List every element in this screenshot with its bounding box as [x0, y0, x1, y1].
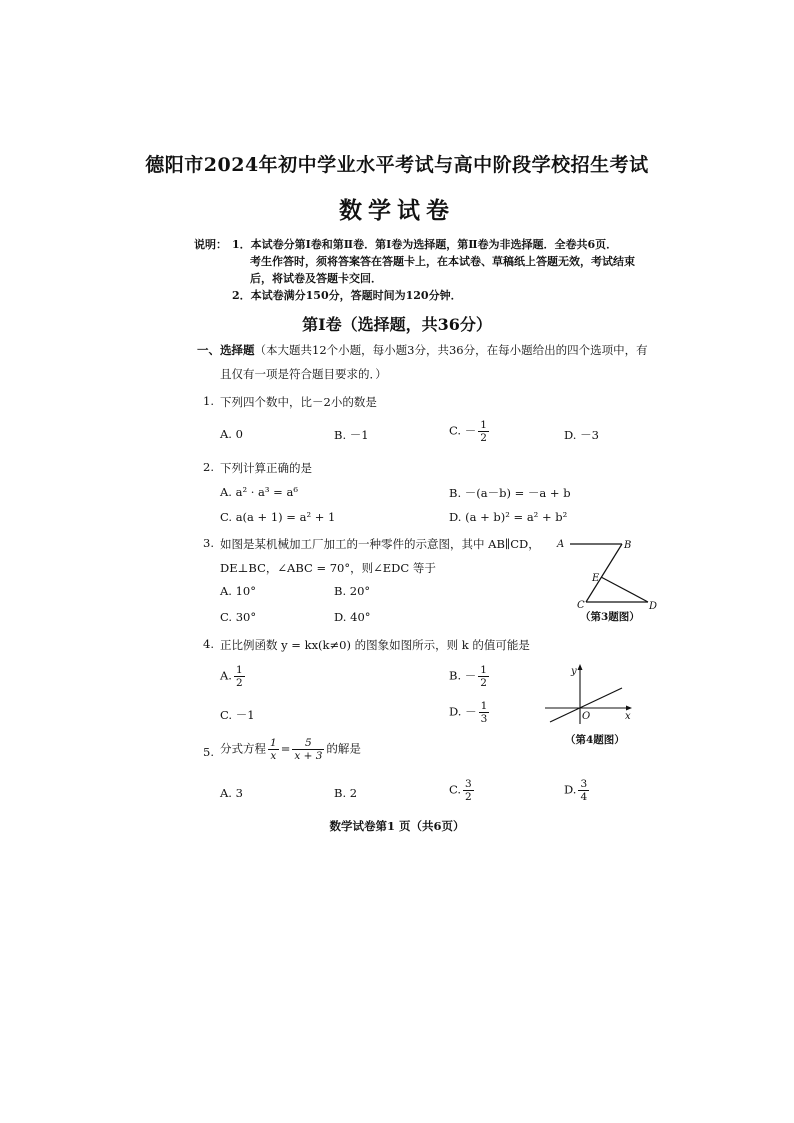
q4-option-d-fraction: [479, 700, 490, 725]
q5-option-d-fraction: [578, 778, 589, 803]
x-axis-arrow-icon: [626, 706, 632, 711]
q1-option-b: B. －1: [334, 428, 369, 442]
q1-option-c-fraction: [478, 419, 489, 444]
q5-option-d: [564, 778, 591, 803]
q4-option-d-numerator: 1: [480, 700, 488, 712]
q4-option-a-label: A.: [220, 668, 232, 683]
q5-stem-prefix: 分式方程: [220, 741, 266, 756]
q3-option-b: B. 20°: [334, 584, 371, 598]
notes-label: 说明：: [194, 238, 227, 251]
q5-option-c-denominator: 2: [465, 791, 472, 803]
q3-option-a: A. 10°: [220, 584, 256, 598]
q1-option-c: [449, 419, 491, 444]
q2-option-b: B. －(a－b) = －a + b: [449, 486, 571, 500]
q5-left-denominator: x: [270, 750, 277, 762]
point-a-label: A: [557, 539, 565, 550]
q5-equals-sign: =: [280, 741, 291, 756]
q1-option-c-label: C. －: [449, 423, 477, 438]
q2-option-c: C. a(a + 1) = a² + 1: [220, 510, 336, 524]
q3-option-d: D. 40°: [334, 610, 371, 624]
y-axis-label: y: [571, 666, 577, 677]
q3-number: 3.: [203, 536, 214, 550]
segment-de: [601, 577, 648, 602]
point-d-label: D: [649, 601, 658, 612]
exam-subtitle: 数学试卷: [339, 197, 455, 224]
origin-label: O: [582, 711, 591, 722]
q1-option-d: D. －3: [564, 428, 599, 442]
notes-line-2: 考生作答时，须将答案答在答题卡上，在本试卷、草稿纸上答题无效，考试结束: [250, 255, 635, 268]
q4-option-a-numerator: 1: [235, 664, 243, 676]
q3-stem-line-1: 如图是某机械加工厂加工的一种零件的示意图，其中 AB∥CD，: [220, 537, 540, 551]
notes-line-4: 2．本试卷满分150分，答题时间为120分钟．: [232, 289, 462, 302]
q5-right-denominator: x + 3: [294, 750, 323, 762]
q1-option-a: A. 0: [220, 427, 243, 441]
section-instructions-line-1: [197, 342, 648, 358]
q5-option-c-label: C.: [449, 782, 462, 797]
q1-number: 1.: [203, 394, 214, 408]
q2-option-d: D. (a + b)² = a² + b²: [449, 510, 568, 524]
q4-option-a-denominator: 2: [235, 677, 243, 689]
q5-option-c-numerator: 3: [465, 778, 472, 790]
q4-number: 4.: [203, 637, 214, 651]
q1-stem: 下列四个数中，比－2小的数是: [220, 395, 377, 409]
q5-option-d-denominator: 4: [580, 791, 588, 803]
q5-option-c-fraction: [463, 778, 474, 803]
q5-option-d-numerator: 3: [580, 778, 588, 790]
q5-option-c: [449, 778, 476, 803]
q5-option-d-label: D.: [564, 782, 577, 797]
exam-title: 德阳市2024年初中学业水平考试与高中阶段学校招生考试: [145, 154, 649, 176]
q4-option-b: [449, 664, 491, 689]
q4-option-b-fraction: [478, 664, 489, 689]
q4-option-d-denominator: 3: [480, 713, 488, 725]
q2-option-a: A. a² · a³ = a⁶: [220, 485, 298, 499]
point-b-label: B: [624, 540, 632, 551]
q3-figure-caption: （第3题图）: [580, 611, 640, 623]
q5-right-numerator: 5: [292, 737, 324, 750]
q4-option-c: C. －1: [220, 708, 255, 722]
q1-option-c-denominator: 2: [480, 432, 487, 444]
q3-figure: [550, 532, 670, 612]
section-instructions-text: （本大题共12个小题，每小题3分，共36分，在每小题给出的四个选项中，有: [254, 343, 648, 357]
q3-stem-line-2: DE⊥BC，∠ABC = 70°，则∠EDC 等于: [220, 561, 436, 575]
q4-option-a: [220, 664, 247, 689]
q5-right-fraction: [292, 737, 324, 762]
q3-option-c: C. 30°: [220, 610, 257, 624]
section-title: 第Ⅰ卷（选择题，共36分）: [302, 315, 492, 334]
notes-line-3: 后，将试卷及答题卡交回．: [250, 272, 382, 285]
point-c-label: C: [577, 600, 585, 611]
q5-number: 5.: [203, 745, 214, 759]
q5-stem: [220, 737, 361, 762]
q5-stem-suffix: 的解是: [326, 741, 361, 756]
page-footer: 数学试卷第1 页（共6页）: [329, 819, 465, 833]
q4-figure: [540, 660, 640, 730]
q4-option-b-denominator: 2: [480, 677, 487, 689]
q4-option-b-label: B. －: [449, 668, 477, 683]
q4-stem: 正比例函数 y = kx(k≠0) 的图象如图所示，则 k 的值可能是: [220, 638, 530, 652]
q5-left-fraction: [268, 737, 279, 762]
x-axis-label: x: [625, 711, 631, 722]
q4-figure-caption: （第4题图）: [565, 734, 625, 746]
q4-option-b-numerator: 1: [480, 664, 487, 676]
q4-option-a-fraction: [234, 664, 245, 689]
q4-option-d: [449, 700, 491, 725]
notes-line-1: 1．本试卷分第Ⅰ卷和第Ⅱ卷．第Ⅰ卷为选择题，第Ⅱ卷为非选择题．全卷共6页．: [232, 238, 618, 251]
q2-stem: 下列计算正确的是: [220, 461, 312, 475]
q4-option-d-label: D. －: [449, 704, 477, 719]
q5-option-b: B. 2: [334, 786, 358, 800]
q1-option-c-numerator: 1: [480, 419, 487, 431]
section-label: 一、选择题: [197, 343, 255, 357]
section-instructions-line-2: 且仅有一项是符合题目要求的．）: [220, 367, 387, 381]
y-axis-arrow-icon: [578, 664, 583, 670]
q5-left-numerator: 1: [270, 737, 277, 749]
q2-number: 2.: [203, 460, 214, 474]
q5-option-a: A. 3: [220, 786, 243, 800]
point-e-label: E: [592, 573, 600, 584]
